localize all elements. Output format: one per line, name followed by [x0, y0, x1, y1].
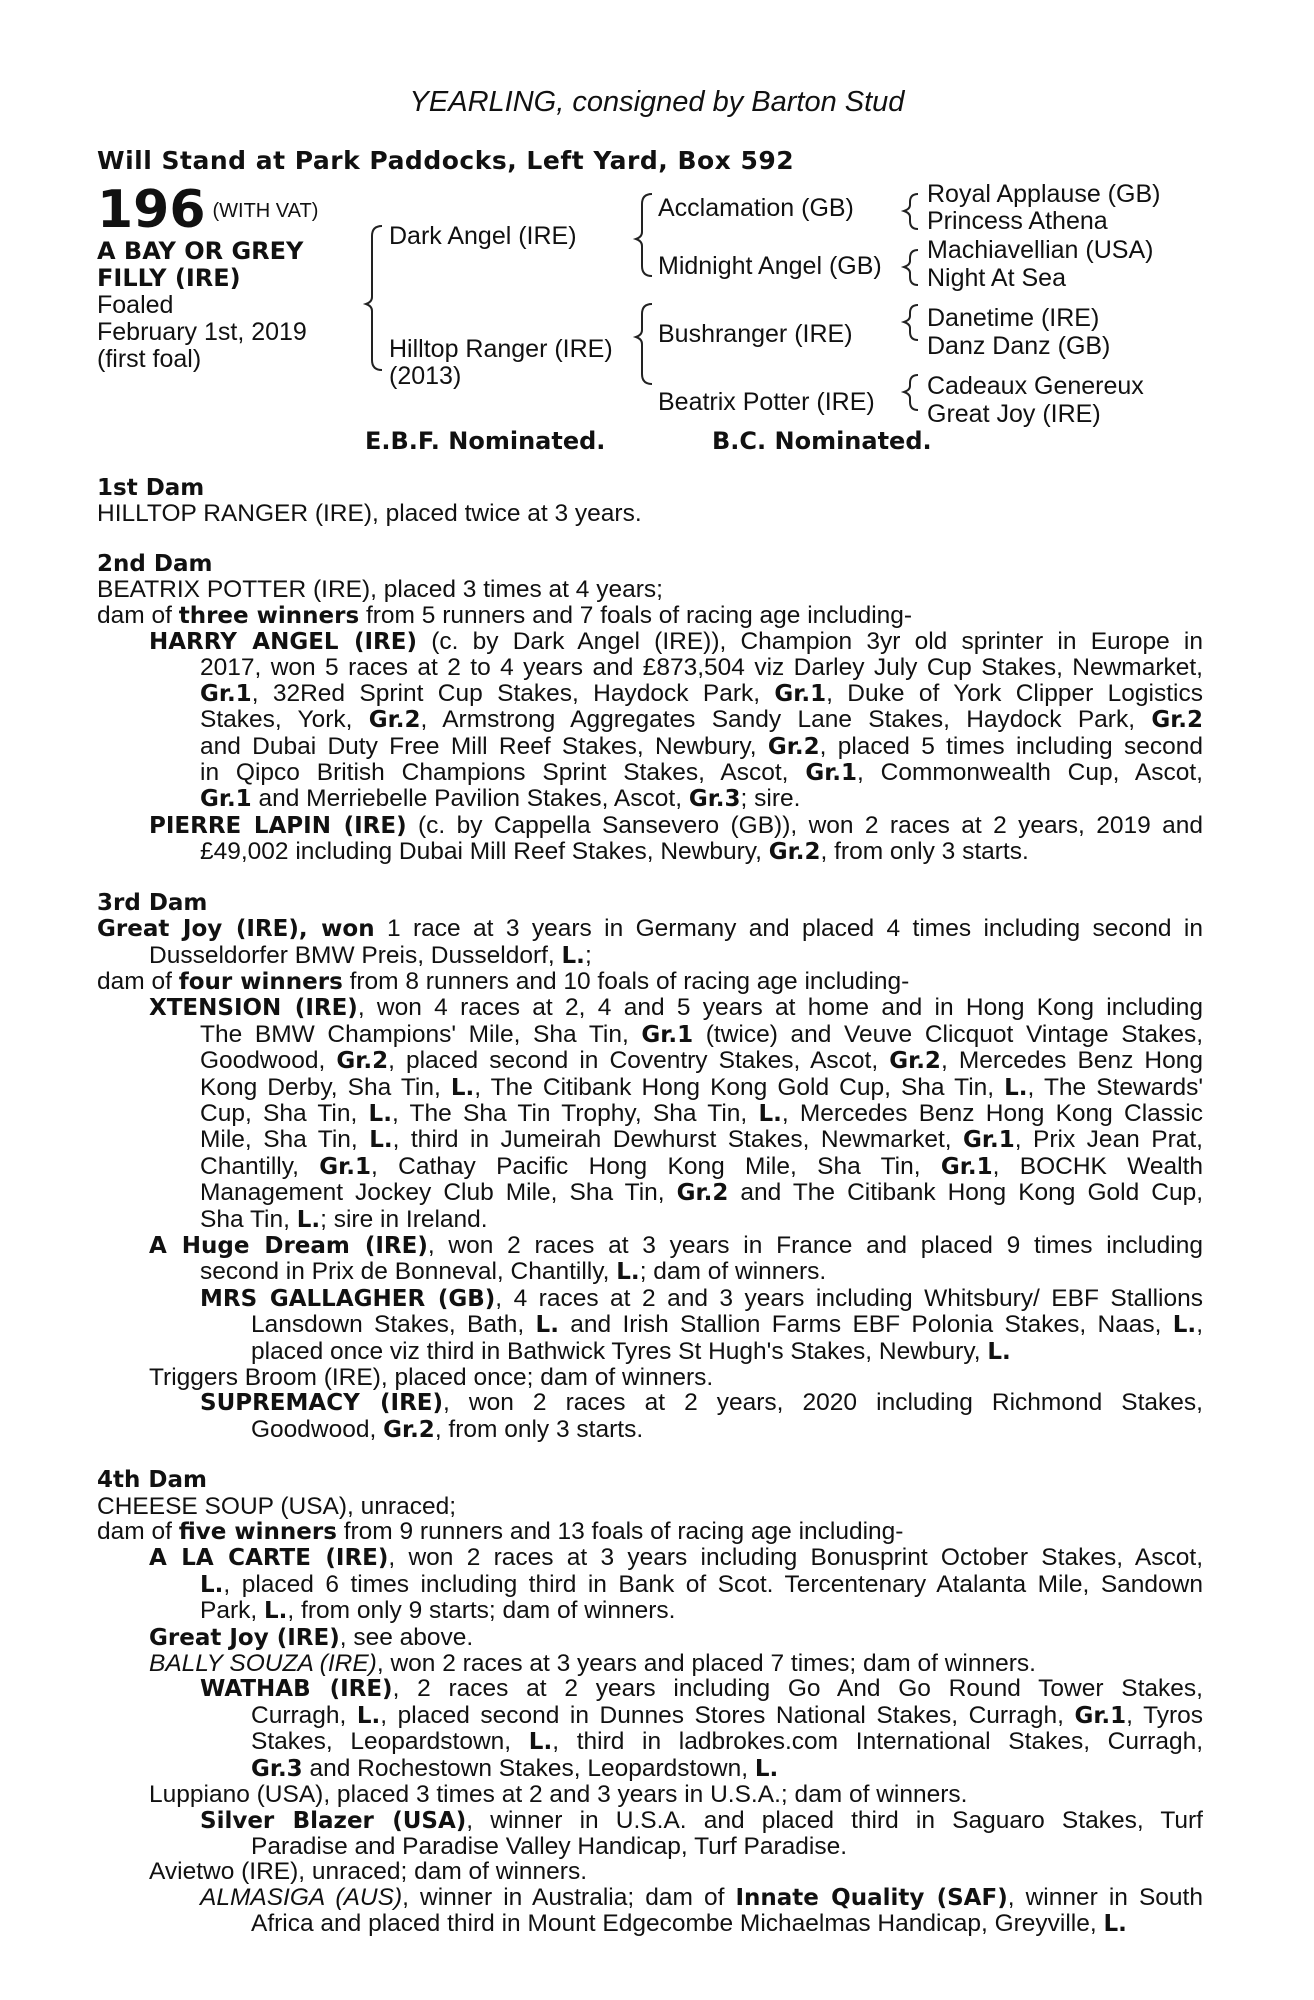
- bc-nomination: B.C. Nominated.: [712, 427, 932, 455]
- progeny-line: Sha Tin, L.; sire in Ireland.: [200, 1205, 488, 1233]
- bracket-ss: [904, 194, 918, 229]
- pedigree-dds: Cadeaux Genereux: [927, 372, 1144, 400]
- foaled-date: February 1st, 2019: [97, 318, 307, 346]
- progeny-line: PIERRE LAPIN (IRE) (c. by Cappella Sansevero (GB)), won 2 races at 2 years, 2019 and: [149, 811, 1203, 839]
- bracket-dd: [904, 375, 918, 410]
- progeny-line: Park, L., from only 9 starts; dam of winners.: [200, 1597, 676, 1625]
- lot-description-2: FILLY (IRE): [97, 264, 241, 292]
- progeny-line: L., placed 6 times including third in Bank of Scot. Tercentenary Atalanta Mile, Sandown: [200, 1570, 1203, 1598]
- pedigree-sdd: Night At Sea: [927, 264, 1066, 292]
- progeny-line: 2017, won 5 races at 2 to 4 years and £873,504 viz Darley July Cup Stakes, Newmarket,: [200, 654, 1203, 682]
- lot-number: 196: [97, 180, 206, 240]
- progeny-line: Stakes, Leopardstown, L., third in ladbrokes.com International Stakes, Curragh,: [251, 1728, 1204, 1756]
- progeny-line: in Qipco British Champions Sprint Stakes, Ascot, Gr.1, Commonwealth Cup, Ascot,: [200, 759, 1203, 787]
- progeny-line: Silver Blazer (USA), winner in U.S.A. and placed third in Saguaro Stakes, Turf: [200, 1806, 1203, 1834]
- pedigree-sds: Machiavellian (USA): [927, 236, 1154, 264]
- progeny-line: Gr.1, 32Red Sprint Cup Stakes, Haydock Park, Gr.1, Duke of York Clipper Logistics: [200, 679, 1203, 707]
- pedigree-dam-year: (2013): [389, 362, 462, 390]
- progeny-line: Chantilly, Gr.1, Cathay Pacific Hong Kong Mile, Sha Tin, Gr.1, BOCHK Wealth: [200, 1152, 1203, 1180]
- third-dam-line: Great Joy (IRE), won 1 race at 3 years in Germany and placed 4 times including second in: [97, 915, 1203, 943]
- progeny-line: and Dubai Duty Free Mill Reef Stakes, Newbury, Gr.2, placed 5 times including second: [200, 732, 1203, 760]
- progeny-line: WATHAB (IRE), 2 races at 2 years including Go And Go Round Tower Stakes,: [200, 1675, 1203, 1703]
- progeny-line: Goodwood, Gr.2, from only 3 starts.: [251, 1415, 644, 1443]
- progeny-line: XTENSION (IRE), won 4 races at 2, 4 and 5 years at home and in Hong Kong including: [149, 994, 1203, 1022]
- progeny-line: Gr.3 and Rochestown Stakes, Leopardstown, L.: [251, 1754, 779, 1782]
- progeny-line: placed once viz third in Bathwick Tyres St Hugh's Stakes, Newbury, L.: [251, 1337, 1011, 1365]
- fourth-dam-line: dam of five winners from 9 runners and 13 foals of racing age including-: [97, 1518, 904, 1546]
- progeny-line: £49,002 including Dubai Mill Reef Stakes, Newbury, Gr.2, from only 3 starts.: [200, 838, 1029, 866]
- progeny-line: Lansdown Stakes, Bath, L. and Irish Stallion Farms EBF Polonia Stakes, Naas, L.,: [251, 1311, 1203, 1339]
- progeny-line: A Huge Dream (IRE), won 2 races at 3 years in France and placed 9 times including: [149, 1231, 1204, 1259]
- pedigree-sire-dam: Midnight Angel (GB): [658, 252, 882, 280]
- progeny-line: A LA CARTE (IRE), won 2 races at 3 years including Bonusprint October Stakes, Ascot,: [149, 1544, 1203, 1572]
- progeny-line: Kong Derby, Sha Tin, L., The Citibank Hong Kong Gold Cup, Sha Tin, L., The Stewards': [200, 1073, 1204, 1101]
- second-dam-line: BEATRIX POTTER (IRE), placed 3 times at 4 years;: [97, 576, 663, 604]
- pedigree-dam: Hilltop Ranger (IRE): [389, 335, 613, 363]
- third-dam-heading: 3rd Dam: [97, 889, 208, 916]
- stand-location: Will Stand at Park Paddocks, Left Yard, Box 592: [97, 146, 795, 175]
- pedigree-sire-sire: Acclamation (GB): [658, 194, 854, 222]
- progeny-line: SUPREMACY (IRE), won 2 races at 2 years, 2020 including Richmond Stakes,: [200, 1389, 1203, 1417]
- progeny-line: MRS GALLAGHER (GB), 4 races at 2 and 3 years including Whitsbury/ EBF Stallions: [200, 1284, 1204, 1312]
- pedigree-sss: Royal Applause (GB): [927, 180, 1161, 208]
- bracket-ds: [904, 305, 918, 340]
- first-dam-text: HILLTOP RANGER (IRE), placed twice at 3 years.: [97, 500, 642, 528]
- pedigree-dss: Danetime (IRE): [927, 304, 1100, 332]
- progeny-line: Management Jockey Club Mile, Sha Tin, Gr.2 and The Citibank Hong Kong Gold Cup,: [200, 1179, 1203, 1207]
- page-title: YEARLING, consigned by Barton Stud: [409, 86, 905, 118]
- progeny-line: Paradise and Paradise Valley Handicap, Turf Paradise.: [251, 1832, 848, 1860]
- bracket-sd: [904, 250, 918, 285]
- second-dam-heading: 2nd Dam: [97, 550, 213, 577]
- progeny-line: BALLY SOUZA (IRE), won 2 races at 3 years and placed 7 times; dam of winners.: [149, 1650, 1036, 1678]
- progeny-line: Triggers Broom (IRE), placed once; dam of winners.: [149, 1364, 714, 1391]
- pedigree-dam-dam: Beatrix Potter (IRE): [658, 388, 875, 416]
- third-dam-line: Dusseldorfer BMW Preis, Dusseldorf, L.;: [149, 941, 592, 969]
- bracket-sire-dam: [366, 226, 382, 370]
- fourth-dam-line: CHEESE SOUP (USA), unraced;: [97, 1492, 457, 1520]
- bracket-dam-parents: [636, 304, 652, 384]
- pedigree-dsd: Danz Danz (GB): [927, 332, 1111, 360]
- foal-note: (first foal): [97, 345, 202, 373]
- pedigree-dam-sire: Bushranger (IRE): [658, 320, 853, 348]
- progeny-line: second in Prix de Bonneval, Chantilly, L.; dam of winners.: [200, 1258, 827, 1286]
- progeny-line: Cup, Sha Tin, L., The Sha Tin Trophy, Sha Tin, L., Mercedes Benz Hong Kong Classic: [200, 1099, 1203, 1127]
- progeny-line: Avietwo (IRE), unraced; dam of winners.: [149, 1858, 588, 1886]
- progeny-line: Gr.1 and Merriebelle Pavilion Stakes, Ascot, Gr.3; sire.: [200, 785, 801, 813]
- pedigree-ddd: Great Joy (IRE): [927, 400, 1101, 428]
- second-dam-line: dam of three winners from 5 runners and 7 foals of racing age including-: [97, 601, 913, 629]
- progeny-line: HARRY ANGEL (IRE) (c. by Dark Angel (IRE)), Champion 3yr old sprinter in Europe in: [149, 628, 1203, 656]
- progeny-line: The BMW Champions' Mile, Sha Tin, Gr.1 (twice) and Veuve Clicquot Vintage Stakes,: [200, 1020, 1203, 1048]
- first-dam-heading: 1st Dam: [97, 475, 205, 501]
- progeny-line: Africa and placed third in Mount Edgecombe Michaelmas Handicap, Greyville, L.: [251, 1910, 1127, 1938]
- fourth-dam-heading: 4th Dam: [97, 1467, 207, 1494]
- foaled-label: Foaled: [97, 291, 174, 319]
- bracket-sire-parents: [636, 194, 652, 276]
- vat-note: (WITH VAT): [212, 200, 319, 222]
- ebf-nomination: E.B.F. Nominated.: [365, 427, 606, 455]
- page-body: [97, 476, 1203, 1938]
- progeny-line: Stakes, York, Gr.2, Armstrong Aggregates Sandy Lane Stakes, Haydock Park, Gr.2: [200, 706, 1203, 734]
- pedigree-ssd: Princess Athena: [927, 207, 1108, 235]
- progeny-line: Goodwood, Gr.2, placed second in Coventry Stakes, Ascot, Gr.2, Mercedes Benz Hong: [200, 1047, 1203, 1075]
- progeny-line: Mile, Sha Tin, L., third in Jumeirah Dewhurst Stakes, Newmarket, Gr.1, Prix Jean Prat,: [200, 1126, 1203, 1154]
- progeny-line: ALMASIGA (AUS), winner in Australia; dam of Innate Quality (SAF), winner in South: [200, 1883, 1203, 1911]
- progeny-line: Curragh, L., placed second in Dunnes Stores National Stakes, Curragh, Gr.1, Tyros: [251, 1701, 1203, 1729]
- progeny-line: Luppiano (USA), placed 3 times at 2 and 3 years in U.S.A.; dam of winners.: [149, 1781, 968, 1809]
- lot-description-1: A BAY OR GREY: [97, 237, 304, 265]
- third-dam-line: dam of four winners from 8 runners and 10 foals of racing age including-: [97, 967, 910, 995]
- progeny-line: Great Joy (IRE), see above.: [149, 1623, 474, 1651]
- pedigree-sire: Dark Angel (IRE): [389, 222, 577, 250]
